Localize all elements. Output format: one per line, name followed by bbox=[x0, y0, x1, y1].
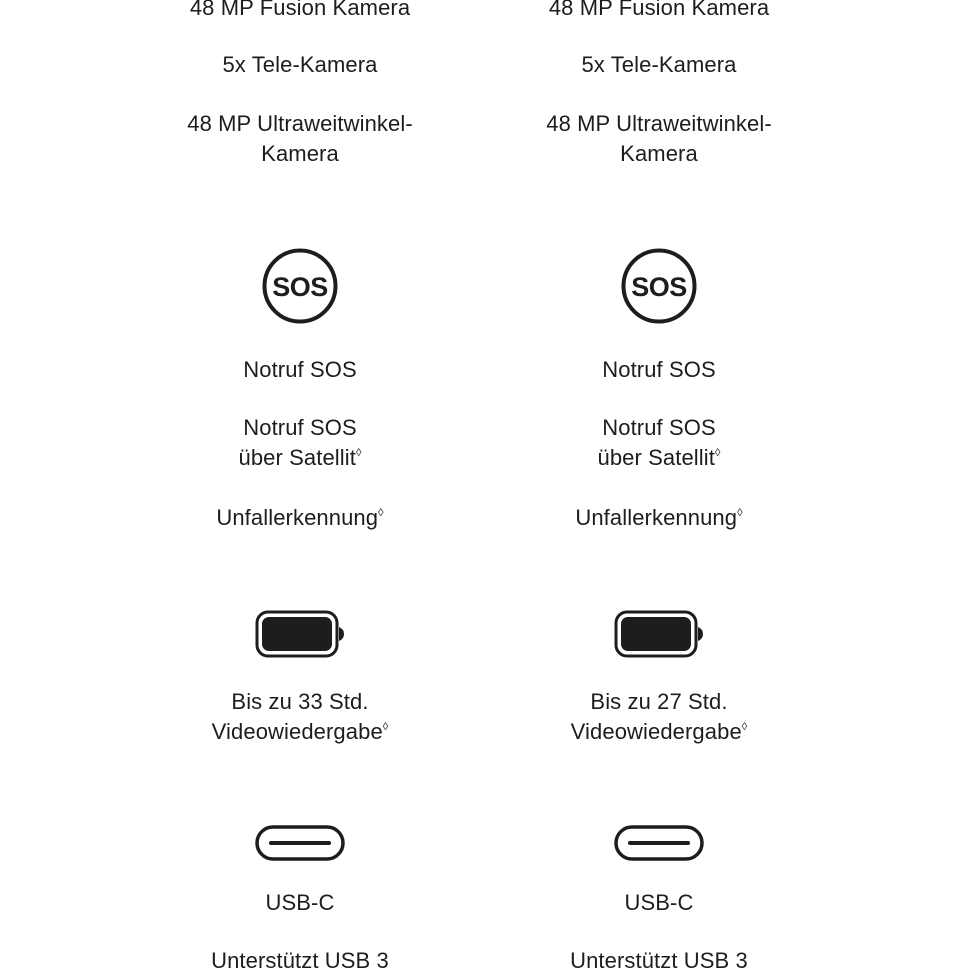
usb-c-text: USB-C bbox=[265, 890, 335, 915]
footnote-mark: ◊ bbox=[355, 447, 362, 459]
footnote-mark: ◊ bbox=[737, 507, 743, 519]
emergency-sos-text: Notruf SOS bbox=[243, 357, 357, 382]
emergency-sos-text: Notruf SOS bbox=[602, 357, 716, 382]
battery-icon bbox=[479, 610, 839, 658]
ultrawide-camera-text: 48 MP Ultraweitwinkel- Kamera bbox=[546, 111, 772, 166]
sos-icon bbox=[479, 248, 839, 324]
usb-c-icon bbox=[479, 825, 839, 861]
sos-icon bbox=[120, 248, 480, 324]
satellite-sos-text: Notruf SOS über Satellit◊ bbox=[597, 415, 721, 470]
fusion-camera-text: 48 MP Fusion Kamera bbox=[548, 0, 770, 20]
compare-column-right bbox=[479, 0, 839, 973]
usb-c-text: USB-C bbox=[624, 890, 694, 915]
ultrawide-camera-text: 48 MP Ultraweitwinkel- Kamera bbox=[187, 111, 413, 166]
battery-life-text: Bis zu 33 Std. Videowiedergabe◊ bbox=[211, 689, 389, 744]
fusion-camera-text: 48 MP Fusion Kamera bbox=[189, 0, 411, 20]
tele-camera-text: 5x Tele-Kamera bbox=[581, 52, 737, 77]
usb-support-text: Unterstützt USB 3 bbox=[570, 948, 748, 973]
tele-camera-text: 5x Tele-Kamera bbox=[222, 52, 378, 77]
usb-c-icon bbox=[120, 825, 480, 861]
crash-detection-text: Unfallerkennung◊ bbox=[216, 505, 384, 530]
footnote-mark: ◊ bbox=[741, 721, 748, 733]
compare-column-left bbox=[120, 0, 480, 973]
battery-life-text: Bis zu 27 Std. Videowiedergabe◊ bbox=[570, 689, 748, 744]
sos-icon-label: SOS bbox=[272, 272, 328, 302]
sos-icon-label: SOS bbox=[631, 272, 687, 302]
usb-support-text: Unterstützt USB 3 bbox=[211, 948, 389, 973]
footnote-mark: ◊ bbox=[378, 507, 384, 519]
crash-detection-text: Unfallerkennung◊ bbox=[575, 505, 743, 530]
footnote-mark: ◊ bbox=[714, 447, 721, 459]
footnote-mark: ◊ bbox=[382, 721, 389, 733]
battery-icon bbox=[120, 610, 480, 658]
satellite-sos-text: Notruf SOS über Satellit◊ bbox=[238, 415, 362, 470]
